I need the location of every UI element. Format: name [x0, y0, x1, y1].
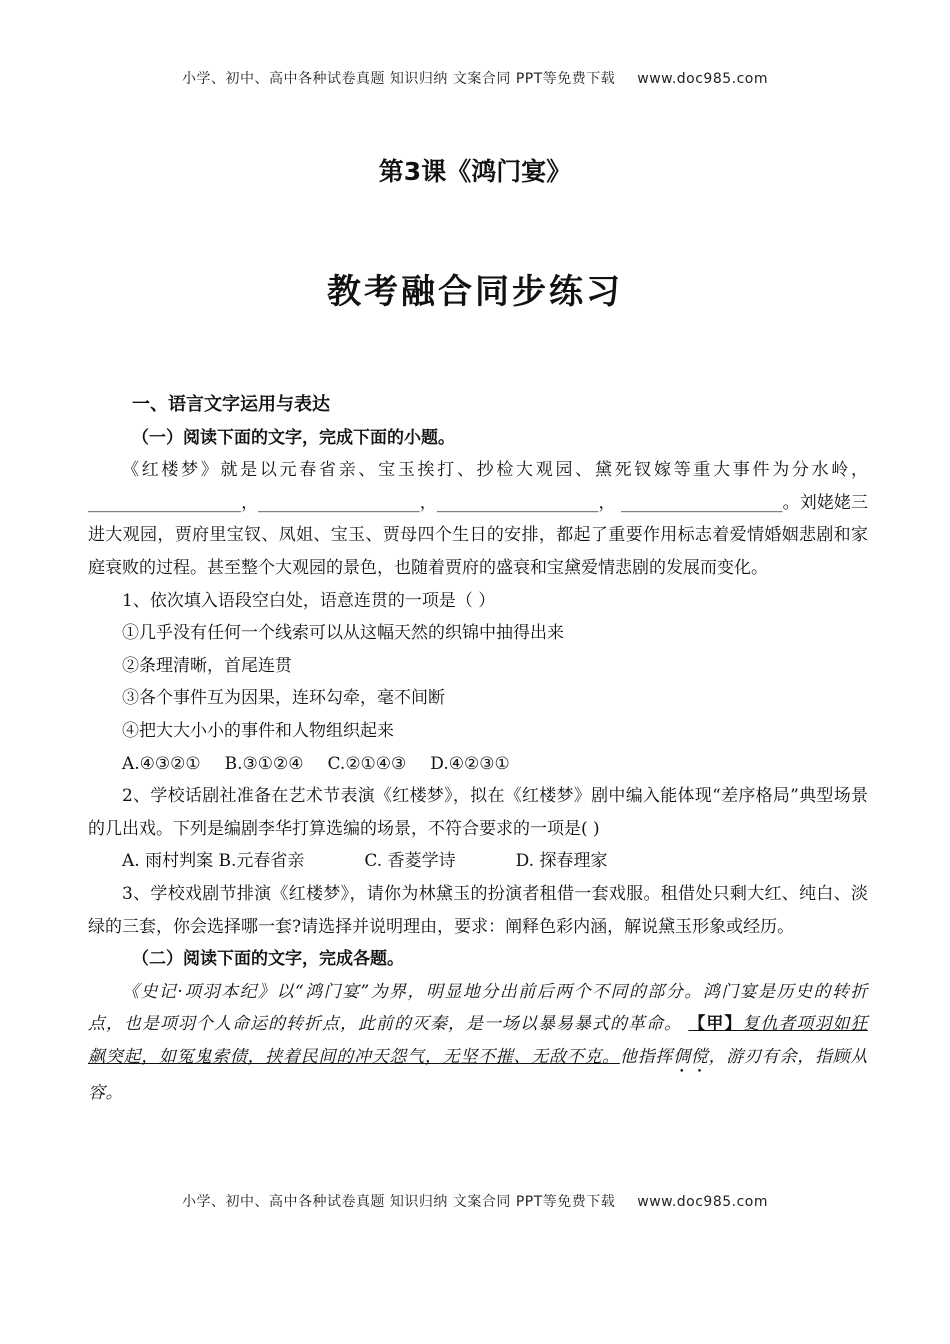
q2-stem: 2、学校话剧社准备在艺术节表演《红楼梦》，拟在《红楼梦》剧中编入能体现“差序格局”典型场景的几出戏。下列是编剧李华打算选编的场景，不符合要求的一项是( ): [88, 786, 868, 839]
footer-site-link[interactable]: www.doc985.com: [637, 1194, 769, 1210]
lesson-title: 第3课《鸿门宴》: [378, 157, 572, 186]
part2-passage: [88, 976, 868, 1110]
q1-option-a: A.④③②①: [122, 753, 201, 774]
passage-end: ，游刃有余，指顾从容。: [88, 1046, 869, 1103]
q2-option-d: D. 探春理家: [515, 851, 608, 872]
q2-option-a: A. 雨村判案: [122, 851, 214, 872]
part2-heading: （二）阅读下面的文字，完成各题。: [132, 949, 404, 970]
q2-option-b: B.元春省亲: [218, 851, 305, 872]
part1-heading: （一）阅读下面的文字，完成下面的小题。: [132, 427, 455, 448]
part1-passage: 《红楼梦》就是以元春省亲、宝玉挨打、抄检大观园、黛死钗嫁等重大事件为分水岭，__________________，___________________，___________________， ___________________。刘姥姥三进大观园，贾府里宝钗、凤姐、宝玉、贾母四个生日的安排，都起了重要作用标志着爱情婚姻悲剧和家庭衰败的过程。甚至整个大观园的景色，也随着贾府的盛衰和宝黛爱情悲剧的发展而变化。: [88, 460, 868, 578]
q1-item-3: ③各个事件互为因果，连环勾牵，毫不间断: [122, 688, 445, 709]
q1-stem: 1、依次填入语段空白处，语意连贯的一项是（ ）: [122, 590, 496, 611]
page-footer: [0, 1191, 950, 1211]
main-title: 教考融合同步练习: [327, 272, 623, 312]
section-heading: 一、语言文字运用与表达: [132, 394, 330, 415]
q1-option-d: D.④②③①: [430, 753, 510, 774]
underlined-sentence: 复仇者项羽如狂飙突起，如冤鬼索债，挟着民间的冲天怨气，无坚不摧、无敌不克。: [88, 1014, 868, 1067]
q1-item-4: ④把大大小小的事件和人物组织起来: [122, 720, 394, 741]
passage-start: 《史记·项羽本纪》以“鸿门宴”为界，明显地分出前后两个不同的部分。鸿门宴是历史的转折点，也是项羽个人命运的转折点，此前的灭秦，是一场以暴易暴式的革命。: [88, 981, 868, 1035]
q2-option-c: C. 香菱学诗: [364, 851, 456, 872]
q1-option-c: C.②①④③: [327, 753, 407, 774]
footer-text: 小学、初中、高中各种试卷真题 知识归纳 文案合同 PPT等免费下载: [181, 1194, 616, 1210]
q1-item-2: ②条理清晰，首尾连贯: [122, 655, 292, 676]
dotted-word: 倜傥: [673, 1046, 709, 1067]
mark-jia: 【甲】: [688, 1014, 743, 1035]
q1-options: [88, 748, 868, 781]
q1-option-b: B.③①②④: [224, 753, 304, 774]
page-header: [0, 68, 950, 88]
passage-continue: 他指挥: [619, 1046, 674, 1067]
q3-stem: 3、学校戏剧节排演《红楼梦》，请你为林黛玉的扮演者租借一套戏服。租借处只剩大红、纯白、淡绿的三套，你会选择哪一套?请选择并说明理由，要求：阐释色彩内涵，解说黛玉形象或经历。: [88, 883, 868, 937]
q2-options: [88, 845, 868, 878]
document-body: [88, 389, 868, 1109]
header-text: 小学、初中、高中各种试卷真题 知识归纳 文案合同 PPT等免费下载: [181, 71, 616, 87]
header-site-link[interactable]: www.doc985.com: [637, 71, 769, 87]
q1-item-1: ①几乎没有任何一个线索可以从这幅天然的织锦中抽得出来: [122, 623, 564, 644]
